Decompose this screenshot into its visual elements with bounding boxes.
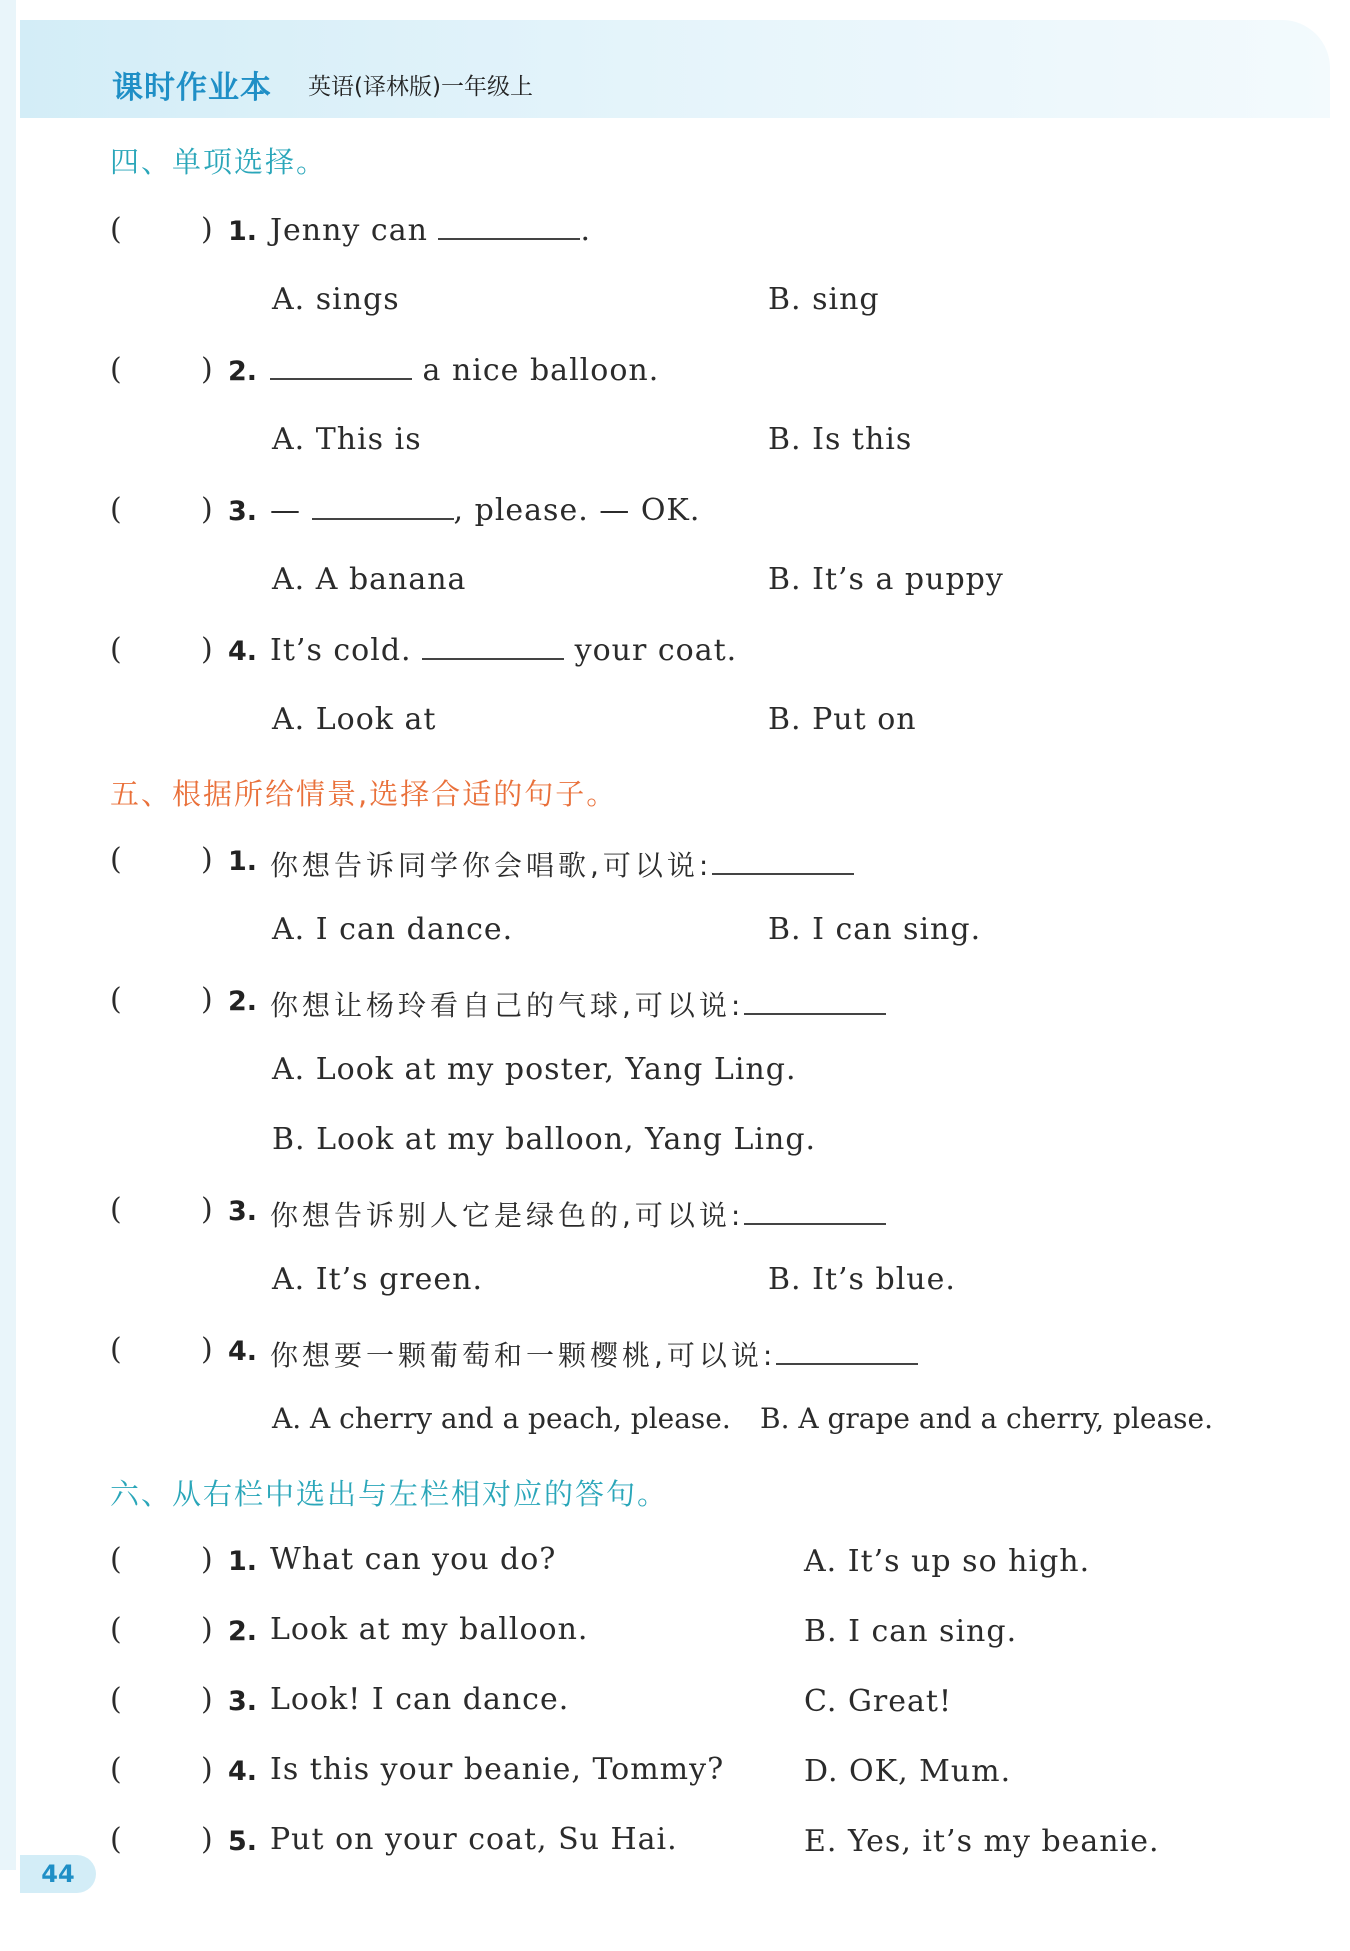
question-number: 2. xyxy=(228,1616,258,1647)
paren-open: ( xyxy=(110,1752,122,1787)
answer-blank[interactable] xyxy=(422,632,564,660)
left-sentence: Put on your coat, Su Hai. xyxy=(270,1822,678,1857)
left-sentence: Look! I can dance. xyxy=(270,1682,570,1717)
paren-open: ( xyxy=(110,1682,122,1717)
section-6-title: 六、从右栏中选出与左栏相对应的答句。 xyxy=(110,1477,669,1511)
right-answer: E. Yes, it’s my beanie. xyxy=(804,1824,1160,1859)
question-text xyxy=(270,844,854,884)
option-a: A. Look at my poster, Yang Ling. xyxy=(272,1052,797,1087)
paren-open: ( xyxy=(110,842,122,877)
option-a: A. I can dance. xyxy=(272,912,514,947)
question-text xyxy=(270,984,886,1024)
option-b: B. It’s a puppy xyxy=(768,562,1004,597)
paren-close: ) xyxy=(201,1192,213,1227)
option-a: A. sings xyxy=(272,282,400,317)
question-number: 4. xyxy=(228,636,258,667)
question-number: 3. xyxy=(228,496,258,527)
left-sentence: What can you do? xyxy=(270,1542,557,1577)
paren-close: ) xyxy=(201,842,213,877)
option-b: B. Is this xyxy=(768,422,913,457)
paren-open: ( xyxy=(110,982,122,1017)
question-number: 1. xyxy=(228,846,258,877)
option-b: B. I can sing. xyxy=(768,912,982,947)
paren-close: ) xyxy=(201,352,213,387)
question-prompt: 你想要一颗葡萄和一颗樱桃,可以说: xyxy=(270,1339,777,1372)
question-text xyxy=(270,492,700,528)
question-number: 5. xyxy=(228,1826,258,1857)
question-number: 3. xyxy=(228,1686,258,1717)
paren-open: ( xyxy=(110,492,122,527)
option-a: A. A banana xyxy=(272,562,467,597)
question-number: 3. xyxy=(228,1196,258,1227)
question-suffix: a nice balloon. xyxy=(422,353,660,388)
answer-blank[interactable] xyxy=(744,1197,886,1225)
right-answer: B. I can sing. xyxy=(804,1614,1018,1649)
answer-blank[interactable] xyxy=(712,847,854,875)
question-number: 1. xyxy=(228,216,258,247)
question-prompt: 你想告诉别人它是绿色的,可以说: xyxy=(270,1199,745,1232)
left-sentence: Look at my balloon. xyxy=(270,1612,589,1647)
question-number: 1. xyxy=(228,1546,258,1577)
answer-blank[interactable] xyxy=(776,1337,918,1365)
right-answer: C. Great! xyxy=(804,1684,953,1719)
paren-close: ) xyxy=(201,492,213,527)
question-number: 4. xyxy=(228,1756,258,1787)
paren-close: ) xyxy=(201,1332,213,1367)
paren-close: ) xyxy=(201,1542,213,1577)
page-edge-band xyxy=(0,0,16,1870)
question-text xyxy=(270,1334,918,1374)
option-b: B. Look at my balloon, Yang Ling. xyxy=(272,1122,817,1157)
option-b: B. It’s blue. xyxy=(768,1262,956,1297)
paren-open: ( xyxy=(110,1822,122,1857)
paren-close: ) xyxy=(201,212,213,247)
answer-blank[interactable] xyxy=(744,987,886,1015)
option-b: B. sing xyxy=(768,282,880,317)
page-number: 44 xyxy=(20,1855,96,1893)
question-number: 2. xyxy=(228,356,258,387)
paren-open: ( xyxy=(110,1612,122,1647)
answer-blank[interactable] xyxy=(270,352,412,380)
paren-close: ) xyxy=(201,1682,213,1717)
question-prefix: Jenny can xyxy=(270,213,428,248)
paren-open: ( xyxy=(110,1542,122,1577)
question-number: 2. xyxy=(228,986,258,1017)
question-number: 4. xyxy=(228,1336,258,1367)
answer-blank[interactable] xyxy=(438,212,580,240)
paren-close: ) xyxy=(201,1612,213,1647)
paren-open: ( xyxy=(110,212,122,247)
option-a: A. A cherry and a peach, please. xyxy=(272,1402,731,1435)
option-a: A. This is xyxy=(272,422,422,457)
question-prefix: — xyxy=(270,493,301,528)
paren-open: ( xyxy=(110,632,122,667)
paren-close: ) xyxy=(201,982,213,1017)
question-prompt: 你想告诉同学你会唱歌,可以说: xyxy=(270,849,713,882)
question-suffix: your coat. xyxy=(574,633,738,668)
question-suffix: . xyxy=(580,213,592,248)
question-prefix: It’s cold. xyxy=(270,633,412,668)
paren-close: ) xyxy=(201,1752,213,1787)
option-a: A. Look at xyxy=(272,702,437,737)
section-4-title: 四、单项选择。 xyxy=(110,145,328,179)
answer-blank[interactable] xyxy=(312,492,454,520)
paren-open: ( xyxy=(110,1192,122,1227)
subject-title: 英语(译林版)一年级上 xyxy=(308,74,533,100)
brand-title: 课时作业本 xyxy=(112,70,272,106)
question-suffix: , please. — OK. xyxy=(453,493,701,528)
question-prompt: 你想让杨玲看自己的气球,可以说: xyxy=(270,989,745,1022)
left-sentence: Is this your beanie, Tommy? xyxy=(270,1752,725,1787)
option-b: B. A grape and a cherry, please. xyxy=(760,1402,1213,1435)
option-a: A. It’s green. xyxy=(272,1262,484,1297)
paren-open: ( xyxy=(110,352,122,387)
section-5-title: 五、根据所给情景,选择合适的句子。 xyxy=(110,777,618,811)
right-answer: D. OK, Mum. xyxy=(804,1754,1012,1789)
paren-open: ( xyxy=(110,1332,122,1367)
question-text xyxy=(270,632,737,668)
paren-close: ) xyxy=(201,1822,213,1857)
right-answer: A. It’s up so high. xyxy=(804,1544,1091,1579)
question-text xyxy=(270,212,591,248)
question-text xyxy=(270,1194,886,1234)
paren-close: ) xyxy=(201,632,213,667)
option-b: B. Put on xyxy=(768,702,917,737)
question-text xyxy=(270,352,659,388)
